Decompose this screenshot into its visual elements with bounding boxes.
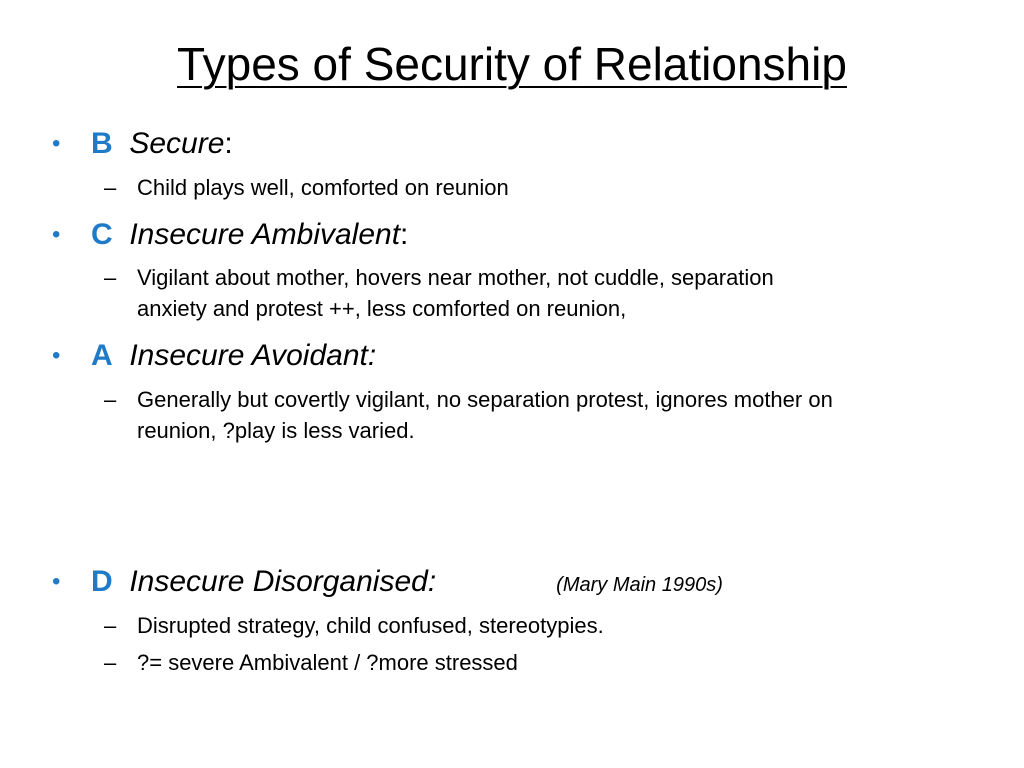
sub-item-text: reunion, ?play is less varied. [137,418,415,443]
bullet-heading [91,218,408,252]
sub-item-text: Generally but covertly vigilant, no separation protest, ignores mother on [137,387,833,412]
sub-item-text: anxiety and protest ++, less comforted on reunion, [137,296,627,321]
category-term: Secure [129,127,225,160]
bullet-heading [91,565,723,602]
sub-item-text: Disrupted strategy, child confused, stereotypies. [137,613,604,638]
bullet-dot-icon: • [52,221,61,248]
dash-icon: – [104,650,117,675]
slide-title: Types of Security of Relationship [177,38,847,90]
bullet-dot-icon: • [52,130,61,157]
bullet-heading [91,339,376,373]
category-suffix: : [400,218,409,251]
category-suffix: : [224,127,233,160]
bullet-dot-icon: • [52,568,61,595]
bullet-heading [91,127,233,161]
category-letter: B [91,127,113,160]
category-term: Insecure Avoidant: [129,339,377,372]
sub-item-text: Vigilant about mother, hovers near mother, not cuddle, separation [137,265,774,290]
dash-icon: – [104,613,117,638]
bullet-dot-icon: • [52,342,61,369]
category-letter: A [91,339,113,372]
dash-icon: – [104,387,117,412]
category-term: Insecure Disorganised: [129,565,437,598]
sub-item-text: Child plays well, comforted on reunion [137,175,509,200]
category-letter: C [91,218,113,251]
citation: (Mary Main 1990s) [556,574,723,596]
dash-icon: – [104,265,117,290]
category-letter: D [91,565,113,598]
dash-icon: – [104,175,117,200]
sub-item-text: ?= severe Ambivalent / ?more stressed [137,650,518,675]
category-term: Insecure Ambivalent [129,218,401,251]
